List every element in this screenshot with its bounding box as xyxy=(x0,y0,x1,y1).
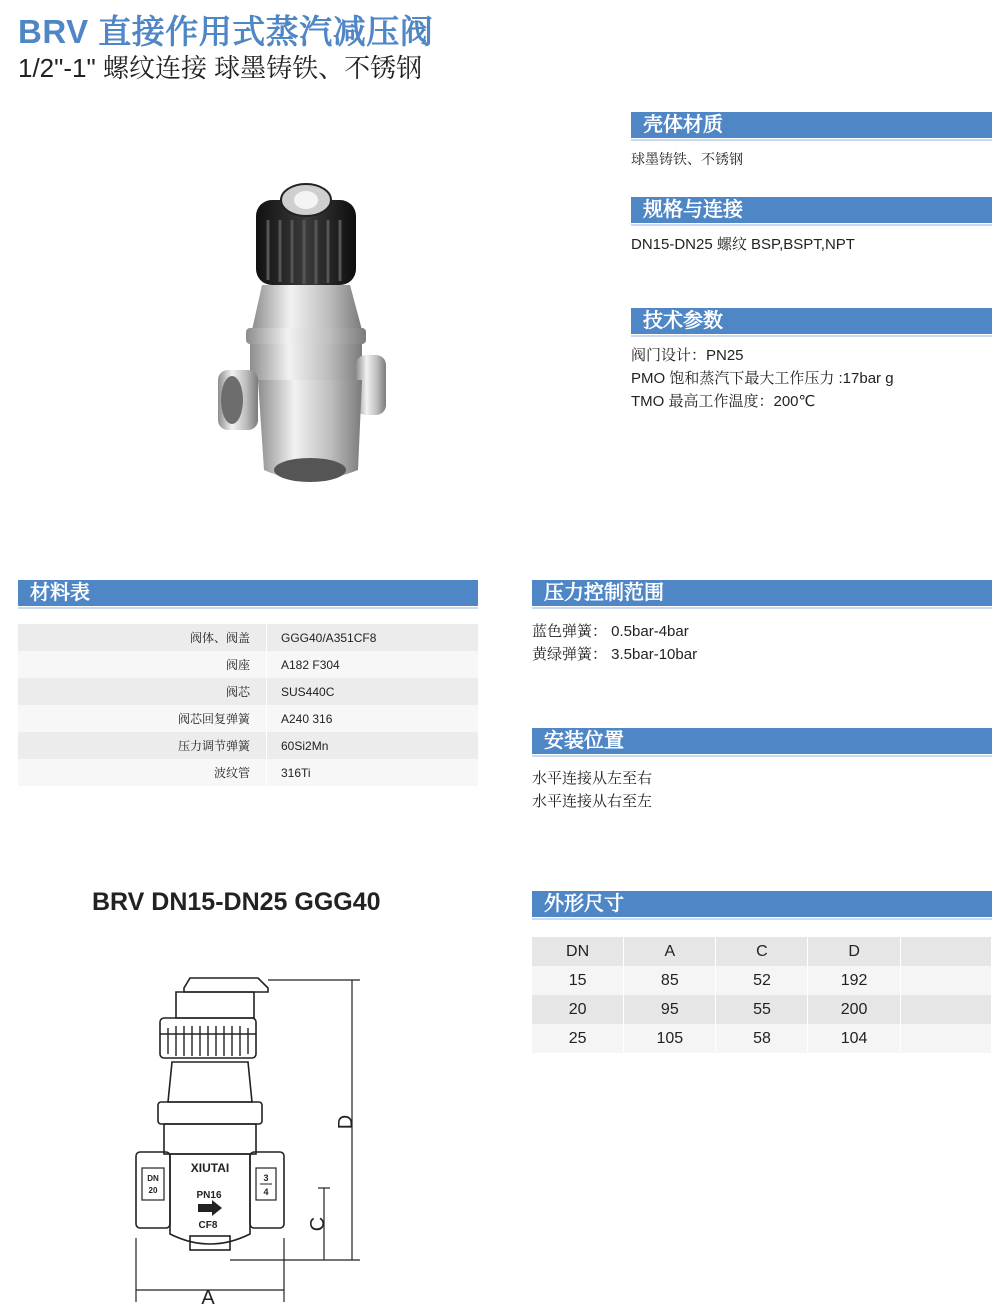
table-row xyxy=(532,966,992,995)
dim-d-label: D xyxy=(335,1114,357,1130)
column-header: A xyxy=(624,937,716,966)
material-table xyxy=(18,624,478,786)
table-row xyxy=(18,759,478,786)
material-part: 阀芯回复弹簧 xyxy=(18,705,267,732)
table-row xyxy=(532,1024,992,1053)
table-header-row xyxy=(532,937,992,966)
table-cell xyxy=(900,966,991,995)
shell-material-heading: 壳体材质 xyxy=(631,112,992,138)
spec-connection-heading: 规格与连接 xyxy=(631,197,992,223)
table-row xyxy=(18,705,478,732)
table-cell: 105 xyxy=(624,1024,716,1053)
pn-label: PN16 xyxy=(196,1190,222,1201)
tech-params-list xyxy=(631,344,894,413)
valve-drawing xyxy=(128,968,368,1306)
material-part: 阀座 xyxy=(18,651,267,678)
pressure-range-heading: 压力控制范围 xyxy=(532,580,992,606)
table-cell: 55 xyxy=(716,995,808,1024)
material-value: 60Si2Mn xyxy=(267,732,479,759)
material-value: A182 F304 xyxy=(267,651,479,678)
table-cell xyxy=(900,1024,991,1053)
table-cell: 200 xyxy=(808,995,900,1024)
table-cell: 95 xyxy=(624,995,716,1024)
brand-text: XIUTAI xyxy=(190,1161,230,1175)
tech-params-heading: 技术参数 xyxy=(631,308,992,334)
pressure-range-list xyxy=(532,620,697,666)
material-value: 316Ti xyxy=(267,759,479,786)
tech-param-line: 阀门设计：PN25 xyxy=(631,347,744,364)
size-fraction-top: 3 xyxy=(263,1173,269,1183)
material-part: 波纹管 xyxy=(18,759,267,786)
spec-connection-text: DN15-DN25 螺纹 BSP,BSPT,NPT xyxy=(631,236,855,253)
cf-label: CF8 xyxy=(198,1220,218,1231)
tech-param-line: PMO 饱和蒸汽下最大工作压力 :17bar g xyxy=(631,370,894,387)
material-part: 阀体、阀盖 xyxy=(18,624,267,651)
column-header: C xyxy=(716,937,808,966)
table-row xyxy=(18,624,478,651)
install-position-list xyxy=(532,767,652,813)
material-value: GGG40/A351CF8 xyxy=(267,624,479,651)
material-part: 阀芯 xyxy=(18,678,267,705)
table-cell: 58 xyxy=(716,1024,808,1053)
install-position-line: 水平连接从右至左 xyxy=(532,793,653,810)
pressure-range-line: 黄绿弹簧： 3.5bar-10bar xyxy=(532,646,698,663)
table-cell xyxy=(900,995,991,1024)
material-table-heading: 材料表 xyxy=(18,580,478,606)
flow-arrow-icon xyxy=(198,1200,222,1216)
dn-value: 20 xyxy=(148,1186,158,1195)
table-cell: 20 xyxy=(532,995,624,1024)
drawing-title: BRV DN15-DN25 GGG40 xyxy=(92,888,381,916)
column-header xyxy=(900,937,991,966)
size-fraction-bottom: 4 xyxy=(263,1187,269,1197)
table-cell: 25 xyxy=(532,1024,624,1053)
table-row xyxy=(18,732,478,759)
page-title: BRV 直接作用式蒸汽减压阀 xyxy=(18,13,434,50)
table-row xyxy=(532,995,992,1024)
page-subtitle: 1/2"-1" 螺纹连接 球墨铸铁、不锈钢 xyxy=(18,53,423,83)
dim-c-label: C xyxy=(307,1216,329,1232)
column-header: DN xyxy=(532,937,624,966)
material-part: 压力调节弹簧 xyxy=(18,732,267,759)
dn-label: DN xyxy=(147,1174,159,1183)
install-position-line: 水平连接从左至右 xyxy=(532,770,653,787)
table-cell: 15 xyxy=(532,966,624,995)
table-cell: 192 xyxy=(808,966,900,995)
material-value: A240 316 xyxy=(267,705,479,732)
valve-photo xyxy=(212,180,412,490)
table-row xyxy=(18,651,478,678)
material-value: SUS440C xyxy=(267,678,479,705)
dimensions-table xyxy=(532,937,992,1053)
column-header: D xyxy=(808,937,900,966)
table-row xyxy=(18,678,478,705)
shell-material-text: 球墨铸铁、不锈钢 xyxy=(631,151,743,167)
tech-param-line: TMO 最高工作温度：200℃ xyxy=(631,393,816,410)
table-cell: 104 xyxy=(808,1024,900,1053)
table-cell: 85 xyxy=(624,966,716,995)
dim-a-label: A xyxy=(201,1287,215,1306)
pressure-range-line: 蓝色弹簧： 0.5bar-4bar xyxy=(532,623,689,640)
dimensions-heading: 外形尺寸 xyxy=(532,891,992,917)
install-position-heading: 安装位置 xyxy=(532,728,992,754)
table-cell: 52 xyxy=(716,966,808,995)
